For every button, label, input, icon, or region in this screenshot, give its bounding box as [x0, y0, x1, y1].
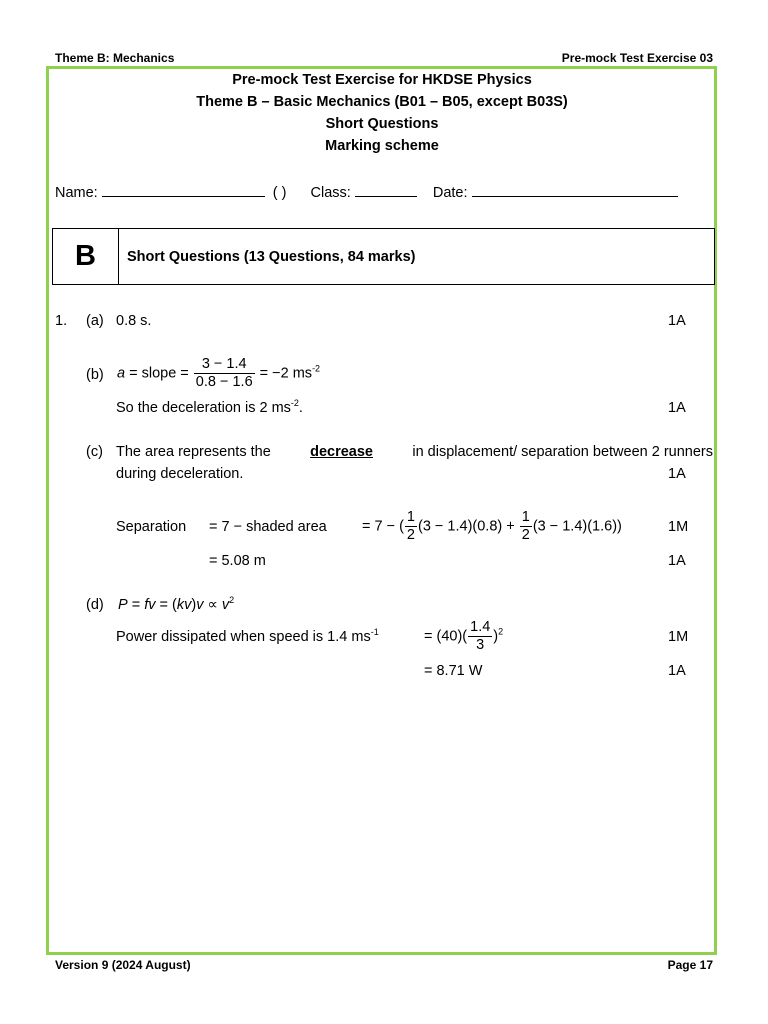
- deceleration-text: So the deceleration is 2 ms: [116, 400, 291, 416]
- part-c-line2: during deceleration.: [116, 466, 244, 482]
- part-a-mark: 1A: [668, 313, 686, 329]
- doc-section-type: Short Questions: [325, 116, 439, 132]
- half-fraction-2: [520, 509, 532, 544]
- equals-slope: = slope =: [125, 365, 193, 382]
- part-c-line1: [116, 444, 713, 460]
- power-equation: [424, 619, 503, 654]
- name-row: [55, 182, 678, 201]
- power-text: Power dissipated when speed is 1.4 ms: [116, 629, 371, 645]
- footer-page-number: Page 17: [667, 958, 713, 972]
- part-d-label: (d): [86, 597, 104, 613]
- fraction-numerator: 3 − 1.4: [194, 356, 255, 374]
- eq-op-1: =: [127, 597, 145, 613]
- eq-op-2: = (: [155, 597, 177, 613]
- power-eq-start: = (40)(: [424, 628, 468, 645]
- part-c-label: (c): [86, 444, 103, 460]
- velocity-squared: v: [221, 597, 230, 613]
- running-header-right: Pre-mock Test Exercise 03: [561, 51, 713, 65]
- class-blank: [355, 182, 417, 197]
- eq-op-3: ): [191, 597, 197, 613]
- name-label: Name:: [55, 185, 98, 201]
- part-b-equation: [117, 356, 320, 391]
- class-label: Class:: [310, 185, 351, 201]
- slope-fraction: [194, 356, 255, 391]
- part-c-mark-2: 1M: [668, 519, 689, 535]
- k-velocity: kv: [176, 597, 192, 613]
- power-relation: [118, 597, 234, 613]
- sep-eq-mid: (3 − 1.4)(0.8) +: [418, 518, 519, 535]
- section-title: Short Questions (13 Questions, 84 marks): [127, 248, 416, 265]
- equation-result: = −2 ms: [255, 365, 313, 382]
- half-fraction-1: [405, 509, 417, 544]
- question-number: 1.: [55, 313, 68, 329]
- power-symbol: P: [118, 597, 128, 613]
- part-b-conclusion: [116, 400, 303, 416]
- half-den-1: 2: [406, 527, 415, 543]
- part-c-text-end: in displacement/ separation between 2 runners: [412, 444, 713, 460]
- class-number-paren: ( ): [272, 185, 287, 201]
- doc-marking-scheme: Marking scheme: [325, 138, 439, 154]
- part-c-text-start: The area represents the: [116, 444, 271, 460]
- speed-ratio-den: 3: [476, 637, 485, 653]
- doc-title: Pre-mock Test Exercise for HKDSE Physics: [232, 72, 532, 88]
- force-velocity: fv: [144, 597, 156, 613]
- deceleration-unit-exponent: -2: [290, 398, 299, 409]
- name-blank: [102, 182, 265, 197]
- separation-eq-2: [362, 509, 622, 544]
- half-den-2: 2: [521, 527, 530, 543]
- accel-symbol: a: [117, 365, 126, 382]
- period: .: [298, 400, 303, 416]
- separation-label: Separation: [116, 519, 187, 535]
- footer-version: Version 9 (2024 August): [55, 958, 191, 972]
- fraction-denominator: 0.8 − 1.6: [195, 374, 253, 390]
- power-dissipated-text: [116, 629, 379, 645]
- separation-eq-1: = 7 − shaded area: [209, 519, 327, 535]
- part-b-label: (b): [86, 367, 104, 383]
- date-label: Date:: [432, 185, 468, 201]
- part-c-mark-1: 1A: [668, 466, 686, 482]
- sep-eq-start: = 7 − (: [362, 518, 404, 535]
- part-c-mark-3: 1A: [668, 553, 686, 569]
- section-letter: B: [53, 229, 119, 284]
- unit-exponent: -2: [312, 363, 321, 374]
- part-a-answer: 0.8 s.: [116, 313, 152, 329]
- power-result: = 8.71 W: [424, 663, 483, 679]
- power-eq-close: ): [493, 628, 499, 645]
- sep-eq-end: (3 − 1.4)(1.6)): [532, 518, 622, 535]
- speed-unit-exponent: -1: [370, 627, 379, 638]
- doc-subtitle: Theme B – Basic Mechanics (B01 – B05, except B03S): [196, 94, 568, 110]
- separation-result: = 5.08 m: [209, 553, 266, 569]
- emphasis-decrease: decrease: [310, 444, 373, 460]
- section-header-box: [52, 228, 715, 285]
- speed-ratio-num: 1.4: [470, 619, 491, 635]
- part-d-mark-2: 1A: [668, 663, 686, 679]
- half-num-2: 1: [521, 509, 530, 525]
- velocity-symbol: v: [196, 597, 204, 613]
- speed-ratio-fraction: [468, 619, 492, 654]
- power-eq-exponent: 2: [498, 626, 504, 637]
- part-b-mark: 1A: [668, 400, 686, 416]
- running-header-left: Theme B: Mechanics: [55, 51, 175, 65]
- part-d-mark-1: 1M: [668, 629, 689, 645]
- square-exponent: 2: [229, 595, 235, 606]
- half-num-1: 1: [406, 509, 415, 525]
- date-blank: [472, 182, 678, 197]
- part-a-label: (a): [86, 313, 104, 329]
- proportional-symbol: ∝: [203, 597, 222, 613]
